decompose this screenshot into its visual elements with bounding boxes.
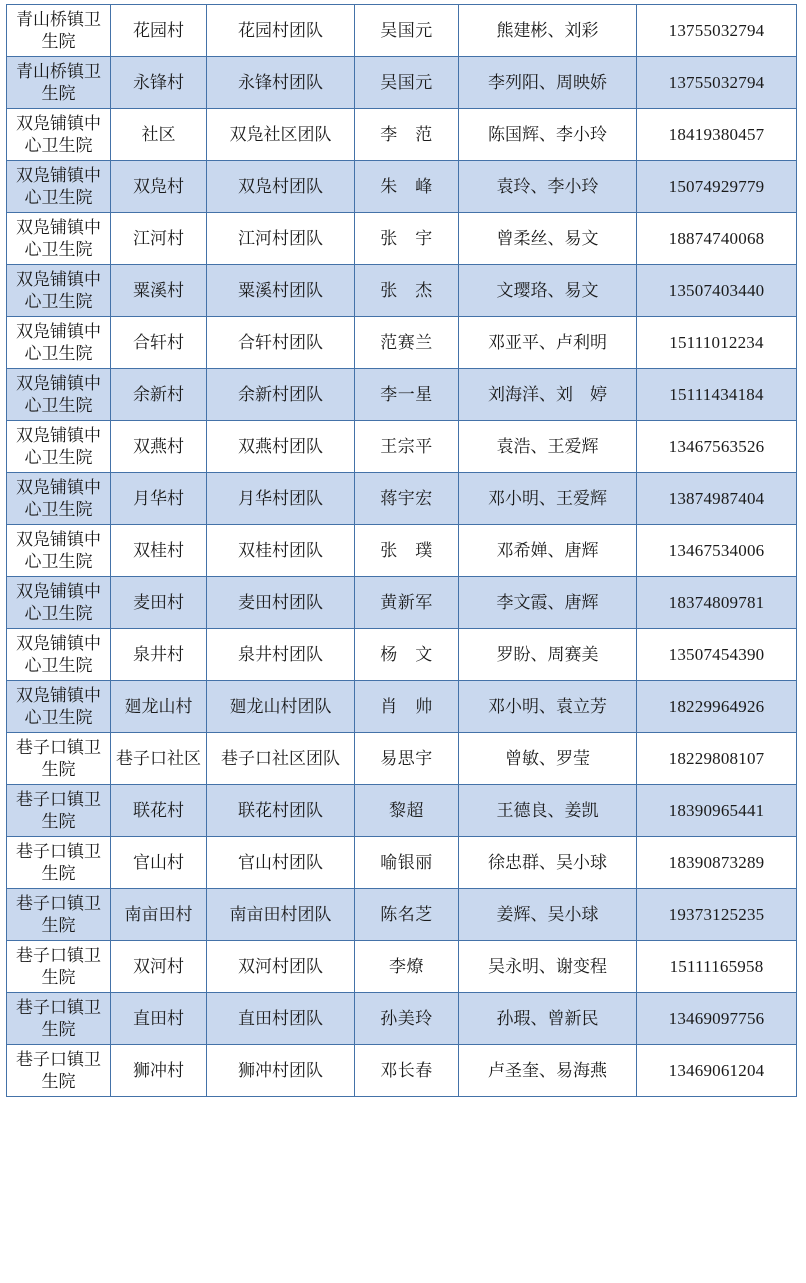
cell-team: 月华村团队	[207, 473, 355, 525]
cell-leader: 李 范	[355, 109, 459, 161]
cell-phone: 13469097756	[637, 993, 797, 1045]
table-row	[7, 889, 797, 941]
cell-org: 巷子口镇卫生院	[7, 941, 111, 993]
cell-org: 巷子口镇卫生院	[7, 733, 111, 785]
cell-members: 袁玲、李小玲	[459, 161, 637, 213]
cell-members: 陈国辉、李小玲	[459, 109, 637, 161]
table-row	[7, 473, 797, 525]
cell-phone: 15111434184	[637, 369, 797, 421]
cell-village: 麦田村	[111, 577, 207, 629]
cell-leader: 张 璞	[355, 525, 459, 577]
table-row	[7, 317, 797, 369]
cell-team: 麦田村团队	[207, 577, 355, 629]
cell-phone: 13467534006	[637, 525, 797, 577]
cell-leader: 邓长春	[355, 1045, 459, 1097]
cell-org: 双凫铺镇中心卫生院	[7, 265, 111, 317]
cell-phone: 13507454390	[637, 629, 797, 681]
cell-leader: 范赛兰	[355, 317, 459, 369]
cell-org: 双凫铺镇中心卫生院	[7, 681, 111, 733]
cell-members: 文璎珞、易文	[459, 265, 637, 317]
cell-leader: 朱 峰	[355, 161, 459, 213]
table-row	[7, 161, 797, 213]
cell-leader: 杨 文	[355, 629, 459, 681]
cell-org: 双凫铺镇中心卫生院	[7, 421, 111, 473]
cell-village: 双凫村	[111, 161, 207, 213]
cell-members: 邓小明、王爱辉	[459, 473, 637, 525]
cell-team: 双凫村团队	[207, 161, 355, 213]
cell-village: 联花村	[111, 785, 207, 837]
cell-org: 双凫铺镇中心卫生院	[7, 369, 111, 421]
cell-org: 巷子口镇卫生院	[7, 785, 111, 837]
cell-phone: 18390965441	[637, 785, 797, 837]
table-row	[7, 369, 797, 421]
table-body	[7, 5, 797, 1097]
cell-members: 卢圣奎、易海燕	[459, 1045, 637, 1097]
cell-phone: 13469061204	[637, 1045, 797, 1097]
cell-members: 吴永明、谢变程	[459, 941, 637, 993]
cell-village: 粟溪村	[111, 265, 207, 317]
cell-team: 粟溪村团队	[207, 265, 355, 317]
cell-members: 姜辉、吴小球	[459, 889, 637, 941]
cell-team: 直田村团队	[207, 993, 355, 1045]
table-row	[7, 109, 797, 161]
cell-members: 邓亚平、卢利明	[459, 317, 637, 369]
cell-org: 双凫铺镇中心卫生院	[7, 577, 111, 629]
cell-phone: 13755032794	[637, 5, 797, 57]
cell-members: 孙瑕、曾新民	[459, 993, 637, 1045]
cell-village: 双河村	[111, 941, 207, 993]
table-row	[7, 577, 797, 629]
cell-village: 江河村	[111, 213, 207, 265]
table-row	[7, 421, 797, 473]
cell-leader: 孙美玲	[355, 993, 459, 1045]
cell-team: 巷子口社区团队	[207, 733, 355, 785]
cell-org: 双凫铺镇中心卫生院	[7, 525, 111, 577]
table-row	[7, 785, 797, 837]
cell-members: 邓希婵、唐辉	[459, 525, 637, 577]
cell-leader: 李燎	[355, 941, 459, 993]
cell-org: 巷子口镇卫生院	[7, 837, 111, 889]
cell-village: 双桂村	[111, 525, 207, 577]
table-row	[7, 57, 797, 109]
cell-village: 永锋村	[111, 57, 207, 109]
cell-village: 南亩田村	[111, 889, 207, 941]
cell-team: 南亩田村团队	[207, 889, 355, 941]
cell-phone: 18229808107	[637, 733, 797, 785]
cell-village: 廻龙山村	[111, 681, 207, 733]
cell-village: 双燕村	[111, 421, 207, 473]
table-row	[7, 525, 797, 577]
cell-leader: 黎超	[355, 785, 459, 837]
cell-village: 官山村	[111, 837, 207, 889]
cell-org: 巷子口镇卫生院	[7, 1045, 111, 1097]
cell-leader: 张 宇	[355, 213, 459, 265]
cell-team: 泉井村团队	[207, 629, 355, 681]
cell-leader: 肖 帅	[355, 681, 459, 733]
cell-phone: 18390873289	[637, 837, 797, 889]
health-team-roster-table	[6, 4, 797, 1097]
table-row	[7, 629, 797, 681]
cell-team: 双河村团队	[207, 941, 355, 993]
cell-village: 合轩村	[111, 317, 207, 369]
table-row	[7, 681, 797, 733]
cell-village: 月华村	[111, 473, 207, 525]
cell-leader: 易思宇	[355, 733, 459, 785]
cell-members: 曾柔丝、易文	[459, 213, 637, 265]
cell-leader: 王宗平	[355, 421, 459, 473]
cell-members: 邓小明、袁立芳	[459, 681, 637, 733]
cell-members: 王德良、姜凯	[459, 785, 637, 837]
table-row	[7, 265, 797, 317]
cell-village: 巷子口社区	[111, 733, 207, 785]
cell-team: 江河村团队	[207, 213, 355, 265]
cell-village: 狮冲村	[111, 1045, 207, 1097]
cell-leader: 吴国元	[355, 5, 459, 57]
cell-leader: 李一星	[355, 369, 459, 421]
cell-leader: 喻银丽	[355, 837, 459, 889]
cell-members: 徐忠群、吴小球	[459, 837, 637, 889]
cell-leader: 陈名芝	[355, 889, 459, 941]
cell-org: 双凫铺镇中心卫生院	[7, 317, 111, 369]
cell-org: 巷子口镇卫生院	[7, 889, 111, 941]
cell-team: 永锋村团队	[207, 57, 355, 109]
cell-org: 双凫铺镇中心卫生院	[7, 629, 111, 681]
cell-phone: 18874740068	[637, 213, 797, 265]
cell-team: 官山村团队	[207, 837, 355, 889]
cell-leader: 张 杰	[355, 265, 459, 317]
cell-phone: 13874987404	[637, 473, 797, 525]
cell-village: 泉井村	[111, 629, 207, 681]
cell-phone: 15111165958	[637, 941, 797, 993]
table-row	[7, 1045, 797, 1097]
cell-org: 巷子口镇卫生院	[7, 993, 111, 1045]
cell-team: 双桂村团队	[207, 525, 355, 577]
cell-phone: 18419380457	[637, 109, 797, 161]
cell-team: 合轩村团队	[207, 317, 355, 369]
table-row	[7, 5, 797, 57]
cell-members: 李列阳、周映娇	[459, 57, 637, 109]
cell-leader: 吴国元	[355, 57, 459, 109]
cell-team: 花园村团队	[207, 5, 355, 57]
cell-team: 联花村团队	[207, 785, 355, 837]
cell-org: 双凫铺镇中心卫生院	[7, 473, 111, 525]
table-row	[7, 837, 797, 889]
cell-org: 双凫铺镇中心卫生院	[7, 161, 111, 213]
cell-phone: 18229964926	[637, 681, 797, 733]
table-row	[7, 941, 797, 993]
cell-org: 双凫铺镇中心卫生院	[7, 213, 111, 265]
table-row	[7, 733, 797, 785]
cell-members: 曾敏、罗莹	[459, 733, 637, 785]
cell-leader: 蒋宇宏	[355, 473, 459, 525]
cell-team: 双燕村团队	[207, 421, 355, 473]
cell-phone: 15074929779	[637, 161, 797, 213]
cell-village: 余新村	[111, 369, 207, 421]
cell-leader: 黄新军	[355, 577, 459, 629]
table-row	[7, 213, 797, 265]
cell-phone: 13507403440	[637, 265, 797, 317]
cell-members: 罗盼、周赛美	[459, 629, 637, 681]
cell-phone: 13755032794	[637, 57, 797, 109]
cell-members: 李文霞、唐辉	[459, 577, 637, 629]
cell-org: 青山桥镇卫生院	[7, 5, 111, 57]
cell-org: 青山桥镇卫生院	[7, 57, 111, 109]
cell-team: 狮冲村团队	[207, 1045, 355, 1097]
cell-team: 廻龙山村团队	[207, 681, 355, 733]
cell-team: 余新村团队	[207, 369, 355, 421]
table-row	[7, 993, 797, 1045]
cell-members: 刘海洋、刘 婷	[459, 369, 637, 421]
cell-team: 双凫社区团队	[207, 109, 355, 161]
cell-phone: 19373125235	[637, 889, 797, 941]
cell-village: 社区	[111, 109, 207, 161]
cell-members: 袁浩、王爱辉	[459, 421, 637, 473]
cell-org: 双凫铺镇中心卫生院	[7, 109, 111, 161]
cell-village: 花园村	[111, 5, 207, 57]
cell-village: 直田村	[111, 993, 207, 1045]
cell-phone: 18374809781	[637, 577, 797, 629]
cell-phone: 15111012234	[637, 317, 797, 369]
cell-phone: 13467563526	[637, 421, 797, 473]
cell-members: 熊建彬、刘彩	[459, 5, 637, 57]
